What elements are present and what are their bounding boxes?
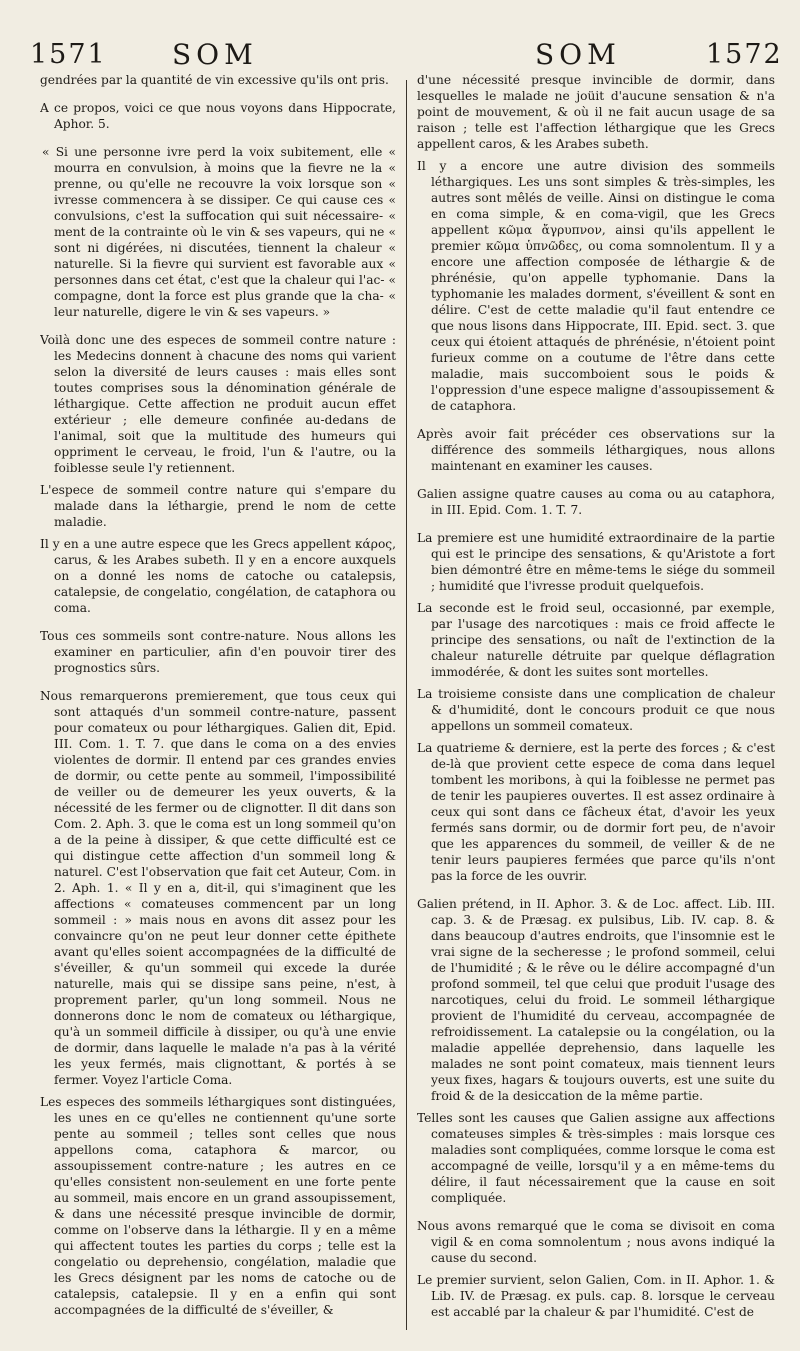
paragraph: La troisieme consiste dans une complication de chaleur & d'humidité, dont le concours produit ce que nous appellons un sommeil comateux. bbox=[417, 687, 775, 733]
page-number-left: 1571 bbox=[30, 39, 107, 70]
paragraph: Nous remarquerons premierement, que tous ceux qui sont attaqués d'un sommeil contre-nature, passent pour comateux ou pour léthargiques. Galien dit, Epid. III. Com. 1. T. 7. que dans le coma on a des envies violentes de dormir. Il entend par ces grandes envies de dormir, ou cette pente au sommeil, l'impossibilité de veiller ou de demeurer les yeux ouverts, & la nécessité de les fermer ou de clignotter. Il dit dans son Com. 2. Aph. 3. que le coma est un long sommeil qu'on a de la peine à dissiper, & que cette difficulté est ce qui distingue cette affection d'un sommeil long & naturel. C'est l'observation que fait cet Auteur, Com. in 2. Aph. 1. « Il y en a, dit-il, qui s'imaginent que les affections « comateuses commencent par un long sommeil : » mais nous en avons dit assez pour les convaincre qu'on ne peut leur donner cette épithete avant qu'elles soient accompagnées de la difficulté de s'éveiller, & qu'un sommeil qui excede la durée naturelle, mais qui se dissipe sans peine, n'est, à proprement parler, qu'un long sommeil. Nous ne donnerons donc le nom de comateux ou léthargique, qu'à un sommeil difficile à dissiper, ou qu'à une envie de dormir, dans laquelle le malade n'a pas à la vérité les yeux fermés, mais clignottant, & portés à se fermer. Voyez l'article Coma. bbox=[40, 689, 396, 1087]
paragraph: La quatrieme & derniere, est la perte des forces ; & c'est de-là que provient cette espece de coma dans lequel tombent les moribons, à qui la foiblesse ne permet pas de tenir les paupieres ouvertes. Il est assez ordinaire à ceux qui sont dans ce fâcheux état, d'avoir les yeux fermés sans dormir, ou de dormir fort peu, de n'avoir que les apparences du sommeil, de veiller & de ne tenir leurs paupieres fermées que parce qu'ils n'ont pas la force de les ouvrir. bbox=[417, 741, 775, 883]
paragraph: Il y a encore une autre division des sommeils léthargiques. Les uns sont simples & très-simples, les autres sont mêlés de veille. Ainsi on distingue le coma en coma simple, & en coma-vigil, que les Grecs appellent κῶμα ἄγρυπνον, ainsi qu'ils appellent le premier κῶμα ὑπνῶδες, ou coma somnolentum. Il y a encore une affection composée de léthargie & de phrénésie, qu'on appelle typhomanie. Dans la typhomanie les malades dorment, s'éveillent & sont en délire. C'est de cette maladie qu'il faut entendre ce que nous lisons dans Hippocrate, III. Epid. sect. 3. que ceux qui étoient attaqués de phrénésie, n'étoient point furieux comme on a coutume de l'être dans cette maladie, mais succomboient sous le poids & l'oppression d'une espece maligne d'assoupissement & de cataphora. bbox=[417, 159, 775, 413]
paragraph: Après avoir fait précéder ces observations sur la différence des sommeils léthargiques, nous allons maintenant en examiner les causes. bbox=[417, 427, 775, 473]
paragraph: Le premier survient, selon Galien, Com. in II. Aphor. 1. & Lib. IV. de Præsag. ex puls. cap. 8. lorsque le cerveau est accablé par la chaleur & par l'humidité. C'est de bbox=[417, 1273, 775, 1319]
quotation: « Si une personne ivre perd la voix subitement, elle « mourra en convulsion, à moins que la fievre ne la « prenne, ou qu'elle ne recouvre la voix lorsque son « ivresse commencera à se dissiper. Ce qui cause ces « convulsions, c'est la suffocation qui suit nécessaire- « ment de la contrainte où le vin & ses vapeurs, qui ne « sont ni digérées, ni discutées, tiennent la chaleur « naturelle. Si la fievre qui survient est favorable aux « personnes dans cet état, c'est que la chaleur qui l'ac- « compagne, dont la force est plus grande que la cha- « leur naturelle, digere le vin & ses vapeurs. » bbox=[42, 145, 396, 319]
right-column bbox=[417, 72, 775, 1344]
paragraph: gendrées par la quantité de vin excessive qu'ils ont pris. bbox=[40, 73, 389, 87]
paragraph: La premiere est une humidité extraordinaire de la partie qui est le principe des sensations, & qu'Aristote a fort bien démontré être en même-tems le siége du sommeil ; humidité que l'ivresse produit quelquefois. bbox=[417, 531, 775, 593]
paragraph: d'une nécessité presque invincible de dormir, dans lesquelles le malade ne joüit d'aucune sensation & n'a point de mouvement, & où il ne fait aucun usage de sa raison ; telle est l'affection léthargique que les Grecs appellent caros, & les Arabes subeth. bbox=[417, 73, 775, 151]
column-divider bbox=[406, 80, 407, 1330]
paragraph: Voilà donc une des especes de sommeil contre nature : les Medecins donnent à chacune des noms qui varient selon la diversité de leurs causes : mais elles sont toutes comprises sous la dénomination générale de léthargique. Cette affection ne produit aucun effet extérieur ; elle demeure confinée au-dedans de l'animal, soit que la multitude des humeurs qui oppriment le cerveau, le froid, l'un & l'autre, ou la foiblesse seule l'y retiennent. bbox=[40, 333, 396, 475]
paragraph: Telles sont les causes que Galien assigne aux affections comateuses simples & très-simples : mais lorsque ces maladies sont compliquées, comme lorsque le coma est accompagné de veille, lorsqu'il y a en même-tems du délire, il faut nécessairement que la cause en soit compliquée. bbox=[417, 1111, 775, 1205]
left-column bbox=[40, 72, 396, 1344]
page-number-right: 1572 bbox=[706, 39, 783, 70]
paragraph: Galien assigne quatre causes au coma ou au cataphora, in III. Epid. Com. 1. T. 7. bbox=[417, 487, 775, 517]
running-head-left: SOM bbox=[172, 38, 258, 71]
paragraph: Il y en a une autre espece que les Grecs appellent κάρος, carus, & les Arabes subeth. Il y en a encore auxquels on a donné les noms de catoche ou catalepsis, catalepsie, de congelatio, congélation, de cataphora ou coma. bbox=[40, 537, 396, 615]
paragraph: L'espece de sommeil contre nature qui s'empare du malade dans la léthargie, prend le nom de cette maladie. bbox=[40, 483, 396, 529]
paragraph: Nous avons remarqué que le coma se divisoit en coma vigil & en coma somnolentum ; nous avons indiqué la cause du second. bbox=[417, 1219, 775, 1265]
paragraph: Tous ces sommeils sont contre-nature. Nous allons les examiner en particulier, afin d'en pouvoir tirer des prognostics sûrs. bbox=[40, 629, 396, 675]
paragraph: Les especes des sommeils léthargiques sont distinguées, les unes en ce qu'elles ne contiennent qu'une sorte pente au sommeil ; telles sont celles que nous appellons coma, cataphora & marcor, ou assoupissement contre-nature ; les autres en ce qu'elles consistent non-seulement en une forte pente au sommeil, mais encore en un grand assoupissement, & dans une nécessité presque invincible de dormir, comme on l'observe dans la léthargie. Il y en a même qui affectent toutes les parties du corps ; telle est la congelatio ou deprehensio, congélation, maladie que les Grecs désignent par les noms de catoche ou de catalepsis, catalepsie. Il y en a enfin qui sont accompagnées de la difficulté de s'éveiller, & bbox=[40, 1095, 396, 1317]
paragraph: Galien prétend, in II. Aphor. 3. & de Loc. affect. Lib. III. cap. 3. & de Præsag. ex pulsibus, Lib. IV. cap. 8. & dans beaucoup d'autres endroits, que l'insomnie est le vrai signe de la secheresse ; le profond sommeil, celui de l'humidité ; & le rêve ou le délire accompagné d'un profond sommeil, tel que celui que produit l'usage des narcotiques, celui du froid. Le sommeil léthargique provient de l'humidité du cerveau, accompagnée de refroidissement. La catalepsie ou la congélation, ou la maladie appellée deprehensio, dans laquelle les malades ne sont point comateux, mais tiennent leurs yeux fixes, hagars & toujours ouverts, est une suite du froid & de la desiccation de la même partie. bbox=[417, 897, 775, 1103]
running-head-right: SOM bbox=[535, 38, 621, 71]
paragraph: A ce propos, voici ce que nous voyons dans Hippocrate, Aphor. 5. bbox=[40, 101, 396, 131]
paragraph: La seconde est le froid seul, occasionné, par exemple, par l'usage des narcotiques : mais ce froid affecte le principe des sensations, ou naît de l'extinction de la chaleur naturelle détruite par quelque déflagration immodérée, & dont les suites sont mortelles. bbox=[417, 601, 775, 679]
